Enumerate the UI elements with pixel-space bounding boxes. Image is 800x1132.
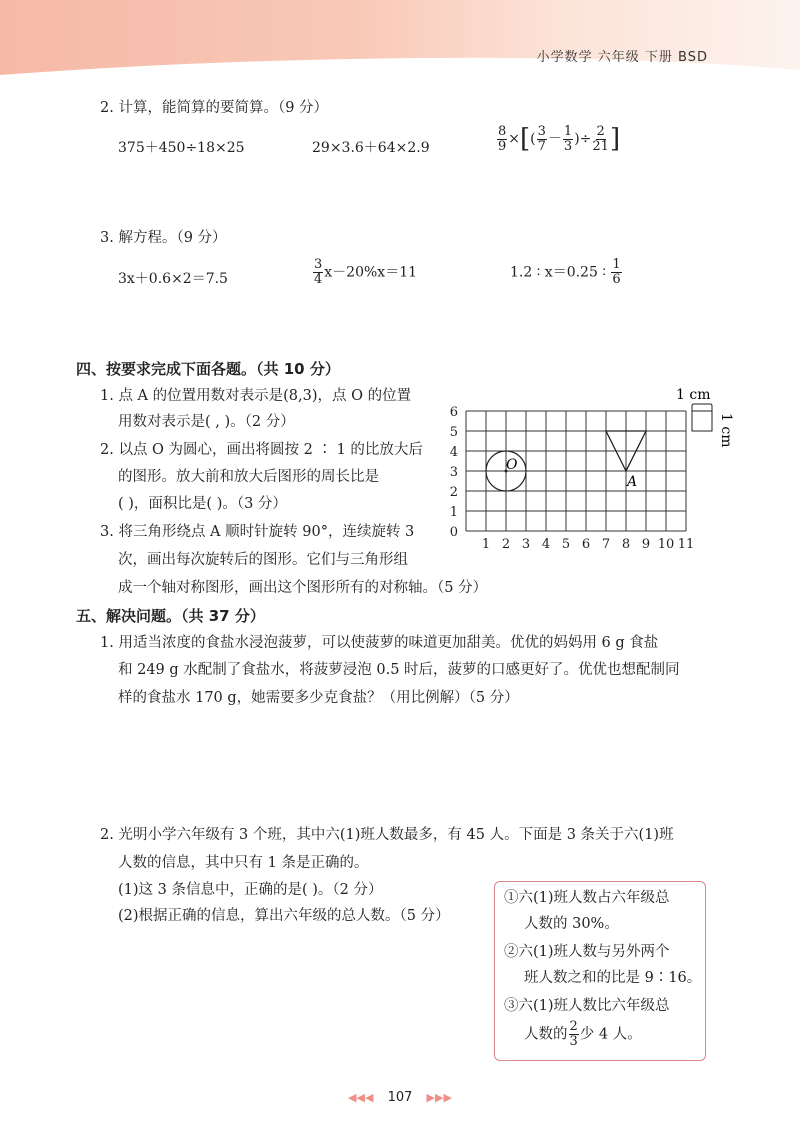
sec4-line-8: 成一个轴对称图形，画出这个图形所有的对称轴。（5 分） [118,580,488,596]
sec4-line-1: 1. 点 A 的位置用数对表示是(8,3)，点 O 的位置 [100,388,412,404]
x-tick-label: 11 [677,537,695,552]
q2-expr-2: 29×3.6＋64×2.9 [312,140,430,156]
x-tick-label: 5 [561,537,571,552]
x-tick-label: 1 [481,537,491,552]
header-title: 小学数学 六年级 下册 BSD [536,50,708,65]
sec5-p2-line-4: (2)根据正确的信息，算出六年级的总人数。（5 分） [118,908,450,924]
q2-expr-1: 375＋450÷18×25 [118,140,245,156]
scale-bracket [692,404,712,411]
scale-label-h: 1 cm [676,387,711,403]
info-1-line-2: 人数的 30%。 [524,916,619,932]
page-number: 107 [387,1090,413,1105]
sec4-line-2: 用数对表示是( , )。（2 分） [118,414,295,430]
y-tick-label: 2 [449,485,458,500]
section-5-title: 五、解决问题。（共 37 分） [76,607,265,625]
x-tick-label: 8 [621,537,631,552]
y-tick-label: 5 [449,425,458,440]
sec5-p2-line-1: 2. 光明小学六年级有 3 个班，其中六(1)班人数最多，有 45 人。下面是 3 条关于六(1)班 [100,827,674,843]
x-tick-label: 4 [541,537,551,552]
y-tick-label: 6 [449,405,458,420]
prev-arrows-icon: ◀◀◀ [348,1091,374,1104]
x-tick-label: 10 [657,537,675,552]
scale-label-v: 1 cm [718,413,734,448]
sec4-line-6: 3. 将三角形绕点 A 顺时针旋转 90°，连续旋转 3 [100,524,415,540]
info-3-line-2: 人数的 $\frac{2}{3}$ 少 4 人。 [524,1019,642,1049]
section-4-title: 四、按要求完成下面各题。（共 10 分） [76,360,340,378]
y-tick-label: 3 [449,465,458,480]
sec5-p1-line-3: 样的食盐水 170 g，她需要多少克食盐？（用比例解）（5 分） [118,690,519,706]
sec4-line-3: 2. 以点 O 为圆心，画出将圆按 2 ∶ 1 的比放大后 [100,442,423,458]
x-tick-label: 7 [601,537,611,552]
q3-eq-3: 1.2 ∶ x＝0.25 ∶ $\frac{1}{6}$ [510,257,621,287]
info-2-line-2: 班人数之和的比是 9∶16。 [524,970,702,986]
label-A: A [627,474,638,490]
header-wave [0,0,800,90]
x-tick-label: 3 [521,537,531,552]
q3-title: 3. 解方程。（9 分） [100,230,227,246]
info-3-line-1: ③六(1)班人数比六年级总 [504,998,670,1014]
sec4-line-4: 的图形。放大前和放大后图形的周长比是 [118,469,379,485]
q2-title: 2. 计算，能简算的要简算。（9 分） [100,100,329,116]
sec5-p1-line-2: 和 249 g 水配制了食盐水，将菠萝浸泡 0.5 时后，菠萝的口感更好了。优优也想配制同 [118,662,680,678]
sec5-p1-line-1: 1. 用适当浓度的食盐水浸泡菠萝，可以使菠萝的味道更加甜美。优优的妈妈用 6 g 食盐 [100,635,659,651]
coordinate-grid [440,380,734,560]
sec5-p2-line-2: 人数的信息，其中只有 1 条是正确的。 [118,855,369,871]
q3-eq-1: 3x＋0.6×2＝7.5 [118,271,228,287]
scale-square [692,411,712,431]
x-tick-label: 6 [581,537,591,552]
y-tick-label: 4 [449,445,458,460]
y-tick-label: 0 [449,525,458,540]
page-footer [0,1090,800,1105]
sec5-p2-line-3: (1)这 3 条信息中，正确的是( )。（2 分） [118,882,383,898]
q3-eq-2: $\frac{3}{4}$ x－20%x＝11 [314,257,418,287]
x-tick-label: 9 [641,537,651,552]
info-2-line-1: ②六(1)班人数与另外两个 [504,944,670,960]
y-tick-label: 1 [449,505,458,520]
label-O: O [506,457,518,473]
next-arrows-icon: ▶▶▶ [426,1091,452,1104]
q2-expr-3: $\frac{8}{9}$ ×[( $\frac{3}{7}$ － $\frac{1}{3}$ )÷ $\frac{2}{21}$ ] [498,123,621,154]
sec4-line-5: ( )，面积比是( )。（3 分） [118,496,287,512]
info-1-line-1: ①六(1)班人数占六年级总 [504,890,670,906]
x-tick-label: 2 [501,537,511,552]
sec4-line-7: 次，画出每次旋转后的图形。它们与三角形组 [118,552,408,568]
